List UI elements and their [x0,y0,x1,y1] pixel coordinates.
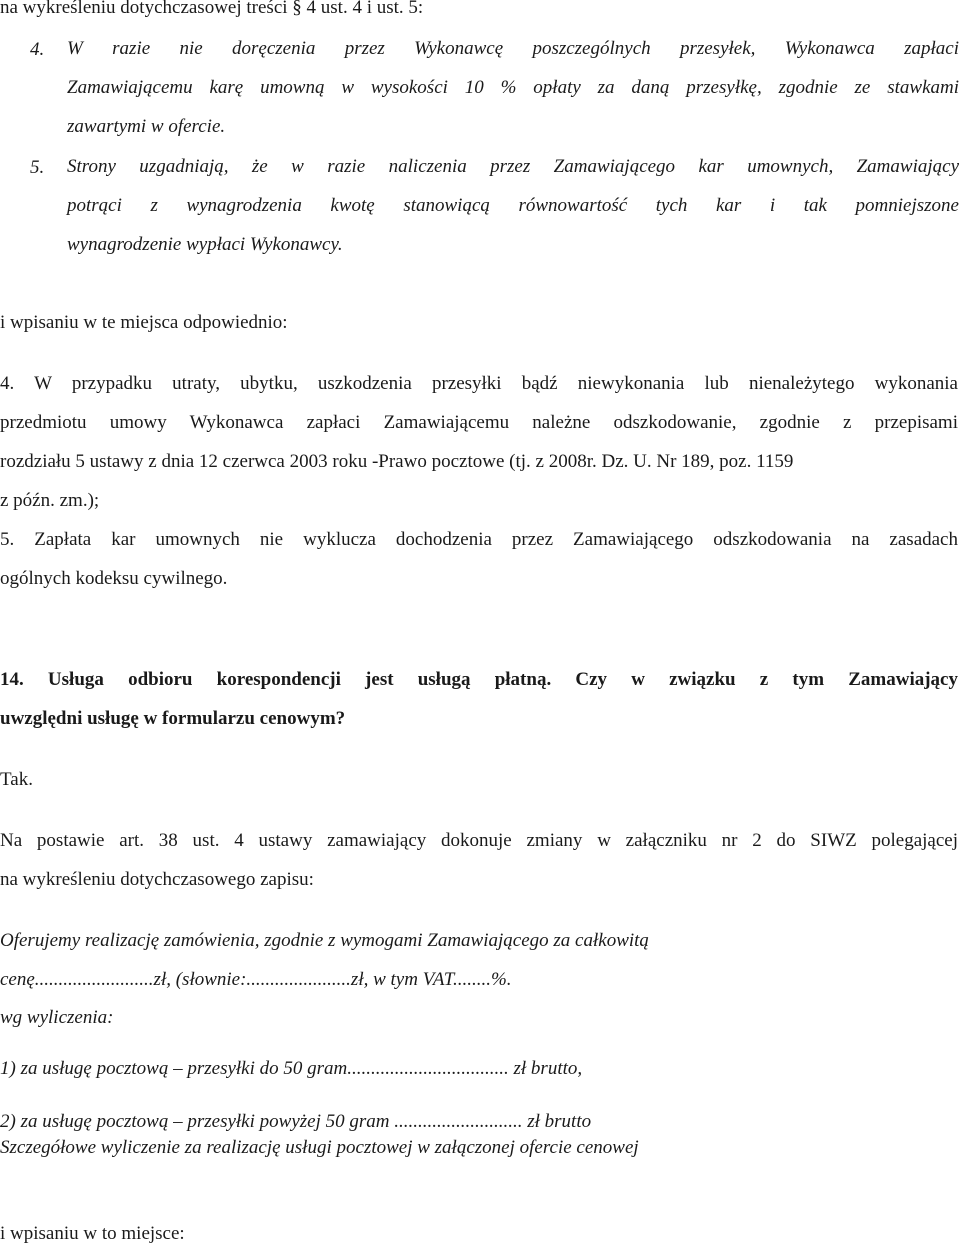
old-clause-4-number: 4. [30,39,45,60]
new-clause-4-line-2: przedmiotu umowy Wykonawca zapłaci Zamawiającemu należne odszkodowanie, zgodnie z przepisami [0,412,958,433]
question-14-line-2: uwzględni usługę w formularzu cenowym? [0,708,346,729]
new-clause-5-line-1: 5. Zapłata kar umownych nie wyklucza dochodzenia przez Zamawiającego odszkodowania na zasadach [0,529,958,550]
old-clause-4-line-2: Zamawiającemu karę umowną w wysokości 10 % opłaty za daną przesyłkę, zgodnie ze stawkami [67,77,959,98]
new-clause-5-line-2: ogólnych kodeksu cywilnego. [0,568,228,589]
change-line-1: Na postawie art. 38 ust. 4 ustawy zamawiający dokonuje zmiany w załączniku nr 2 do SIWZ polegającej [0,830,958,851]
old-clause-4-line-3: zawartymi w ofercie. [67,116,226,137]
form-line-2: cenę.........................zł, (słownie:......................zł, w tym VAT........%. [0,969,512,990]
old-clause-5-line-1: Strony uzgadniają, że w razie naliczenia przez Zamawiającego kar umownych, Zamawiający [67,156,959,177]
form-line-4: Szczegółowe wyliczenie za realizację usługi pocztowej w załączonej ofercie cenowej [0,1137,639,1158]
old-clause-5-number: 5. [30,157,45,178]
form-item-2: 2) za usługę pocztową – przesyłki powyżej 50 gram ........................... zł brutto [0,1111,592,1132]
new-clause-4-line-4: z późn. zm.); [0,490,100,511]
question-14-line-1: 14. Usługa odbioru korespondencji jest usługą płatną. Czy w związku z tym Zamawiający [0,669,958,690]
form-line-3: wg wyliczenia: [0,1007,114,1028]
old-clause-4-line-1: W razie nie doręczenia przez Wykonawcę poszczególnych przesyłek, Wykonawca zapłaci [67,38,959,59]
intro-line: na wykreśleniu dotychczasowej treści § 4 ust. 4 i ust. 5: [0,0,424,18]
change-line-2: na wykreśleniu dotychczasowego zapisu: [0,869,314,890]
new-clause-4-line-1: 4. W przypadku utraty, ubytku, uszkodzenia przesyłki bądź niewykonania lub nienależytego wykonania [0,373,958,394]
new-clause-4-line-3: rozdziału 5 ustawy z dnia 12 czerwca 2003 roku -Prawo pocztowe (tj. z 2008r. Dz. U. Nr 189, poz. 1159 [0,451,794,472]
old-clause-5-line-2: potrąci z wynagrodzenia kwotę stanowiącą równowartość tych kar i tak pomniejszone [67,195,959,216]
old-clause-5-line-3: wynagrodzenie wypłaci Wykonawcy. [67,234,343,255]
footer-line: i wpisaniu w to miejsce: [0,1223,185,1244]
form-line-1: Oferujemy realizację zamówienia, zgodnie z wymogami Zamawiającego za całkowitą [0,930,649,951]
answer: Tak. [0,769,33,790]
form-item-1: 1) za usługę pocztową – przesyłki do 50 gram.................................. zł brutto, [0,1058,583,1079]
insert-intro: i wpisaniu w te miejsca odpowiednio: [0,312,288,333]
